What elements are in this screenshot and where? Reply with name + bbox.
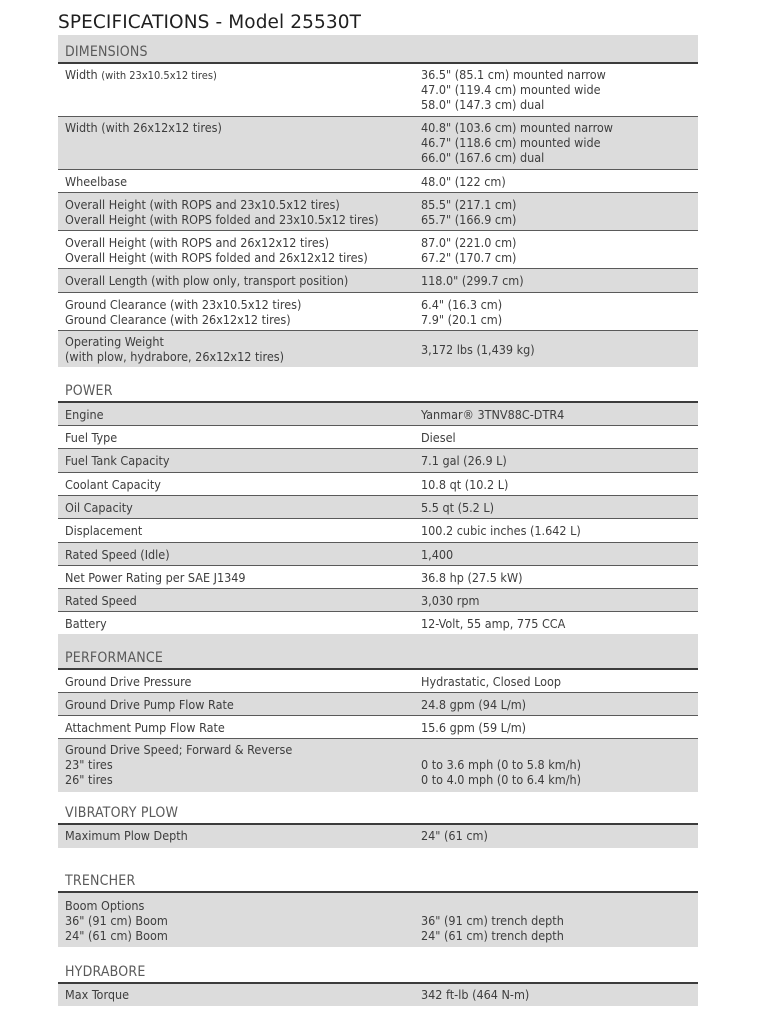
spec-label: Coolant Capacity	[65, 477, 161, 492]
spec-value: 36.5" (85.1 cm) mounted narrow 47.0" (119.4 cm) mounted wide 58.0" (147.3 cm) dual	[421, 67, 606, 112]
section-header-power	[58, 380, 698, 403]
spec-label: Rated Speed	[65, 593, 137, 608]
hydrabore-table	[58, 958, 698, 1006]
spec-row	[58, 612, 698, 635]
spec-label: Boom Options 36" (91 cm) Boom 24" (61 cm) Boom	[65, 898, 168, 943]
spec-row	[58, 403, 698, 426]
spec-row-ground-drive-speed	[58, 739, 698, 792]
spec-value: 118.0" (299.7 cm)	[421, 273, 524, 288]
spec-row-height-23	[58, 193, 698, 231]
spec-label: Maximum Plow Depth	[65, 828, 188, 843]
spec-row-overall-length	[58, 269, 698, 293]
spec-row	[58, 496, 698, 519]
section-title: TRENCHER	[65, 873, 136, 889]
section-header-performance	[58, 634, 698, 670]
section-title: PERFORMANCE	[65, 650, 164, 666]
spec-value: Yanmar® 3TNV88C-DTR4	[421, 407, 565, 422]
spec-row-ground-clearance	[58, 293, 698, 331]
section-header-trencher	[58, 869, 698, 893]
spec-value: 87.0" (221.0 cm) 67.2" (170.7 cm)	[421, 235, 517, 265]
spec-label: Displacement	[65, 523, 143, 538]
spec-value: 100.2 cubic inches (1.642 L)	[421, 523, 581, 538]
spec-value: 5.5 qt (5.2 L)	[421, 500, 495, 515]
spec-row-height-26	[58, 231, 698, 269]
spec-value: 3,030 rpm	[421, 593, 480, 608]
spec-row-boom-options	[58, 893, 698, 947]
spec-value: 3,172 lbs (1,439 kg)	[421, 342, 535, 357]
spec-row	[58, 716, 698, 739]
spec-row-width-23	[58, 64, 698, 117]
spec-label: Operating Weight (with plow, hydrabore, 26x12x12 tires)	[65, 334, 285, 364]
spec-label: Attachment Pump Flow Rate	[65, 720, 225, 735]
spec-label: Max Torque	[65, 987, 130, 1002]
spec-value: 10.8 qt (10.2 L)	[421, 477, 509, 492]
spec-label: Overall Height (with ROPS and 23x10.5x12 tires) Overall Height (with ROPS folded and 23x10.5x12 tires)	[65, 197, 379, 227]
page-title: SPECIFICATIONS - Model 25530T	[58, 12, 362, 33]
spec-label: Width (with 23x10.5x12 tires)	[65, 67, 217, 82]
spec-label: Net Power Rating per SAE J1349	[65, 570, 246, 585]
spec-row	[58, 984, 698, 1006]
spec-row	[58, 519, 698, 543]
spec-row	[58, 426, 698, 449]
spec-label: Overall Height (with ROPS and 26x12x12 tires) Overall Height (with ROPS folded and 26x12x12 tires)	[65, 235, 368, 265]
spec-label: Ground Drive Pump Flow Rate	[65, 697, 234, 712]
spec-label: Ground Drive Speed; Forward & Reverse 23" tires 26" tires	[65, 742, 293, 787]
spec-label: Oil Capacity	[65, 500, 133, 515]
spec-value: 40.8" (103.6 cm) mounted narrow 46.7" (118.6 cm) mounted wide 66.0" (167.6 cm) dual	[421, 120, 613, 165]
section-header-vibratory-plow	[58, 804, 698, 825]
spec-label: Fuel Type	[65, 430, 118, 445]
spec-value: 12-Volt, 55 amp, 775 CCA	[421, 616, 566, 631]
spec-row	[58, 670, 698, 693]
spec-label: Overall Length (with plow only, transport position)	[65, 273, 349, 288]
vibratory-plow-table	[58, 804, 698, 848]
spec-value: 6.4" (16.3 cm) 7.9" (20.1 cm)	[421, 297, 503, 327]
spec-label: Rated Speed (Idle)	[65, 547, 170, 562]
spec-row	[58, 825, 698, 848]
spec-row	[58, 449, 698, 473]
spec-row	[58, 566, 698, 589]
spec-value: 36.8 hp (27.5 kW)	[421, 570, 523, 585]
spec-label: Fuel Tank Capacity	[65, 453, 170, 468]
section-header-hydrabore	[58, 958, 698, 984]
section-title: HYDRABORE	[65, 964, 146, 980]
section-title: DIMENSIONS	[65, 44, 148, 60]
spec-value: 36" (91 cm) trench depth 24" (61 cm) trench depth	[421, 913, 564, 943]
section-title: VIBRATORY PLOW	[65, 805, 179, 821]
spec-row	[58, 543, 698, 566]
spec-value: Diesel	[421, 430, 456, 445]
power-table	[58, 380, 698, 635]
spec-row-operating-weight	[58, 331, 698, 367]
spec-row	[58, 589, 698, 612]
spec-label: Battery	[65, 616, 107, 631]
spec-label: Width (with 26x12x12 tires)	[65, 120, 222, 135]
spec-row-wheelbase	[58, 170, 698, 193]
spec-row	[58, 693, 698, 716]
trencher-table	[58, 869, 698, 947]
section-title: POWER	[65, 383, 113, 399]
spec-label: Engine	[65, 407, 104, 422]
spec-value: 24" (61 cm)	[421, 828, 488, 843]
spec-row-width-26	[58, 117, 698, 170]
section-header-dimensions	[58, 35, 698, 64]
spec-value: 85.5" (217.1 cm) 65.7" (166.9 cm)	[421, 197, 517, 227]
spec-value: 15.6 gpm (59 L/m)	[421, 720, 527, 735]
spec-label: Ground Drive Pressure	[65, 674, 192, 689]
spec-value: 7.1 gal (26.9 L)	[421, 453, 507, 468]
spec-label: Wheelbase	[65, 174, 128, 189]
spec-value: 48.0" (122 cm)	[421, 174, 506, 189]
spec-value: 24.8 gpm (94 L/m)	[421, 697, 527, 712]
spec-row	[58, 473, 698, 496]
spec-value: 0 to 3.6 mph (0 to 5.8 km/h) 0 to 4.0 mph (0 to 6.4 km/h)	[421, 757, 582, 787]
spec-label: Ground Clearance (with 23x10.5x12 tires) Ground Clearance (with 26x12x12 tires)	[65, 297, 302, 327]
spec-value: 342 ft-lb (464 N-m)	[421, 987, 530, 1002]
spec-value: Hydrastatic, Closed Loop	[421, 674, 562, 689]
spec-value: 1,400	[421, 547, 454, 562]
dimensions-table	[58, 35, 698, 367]
performance-table	[58, 634, 698, 792]
